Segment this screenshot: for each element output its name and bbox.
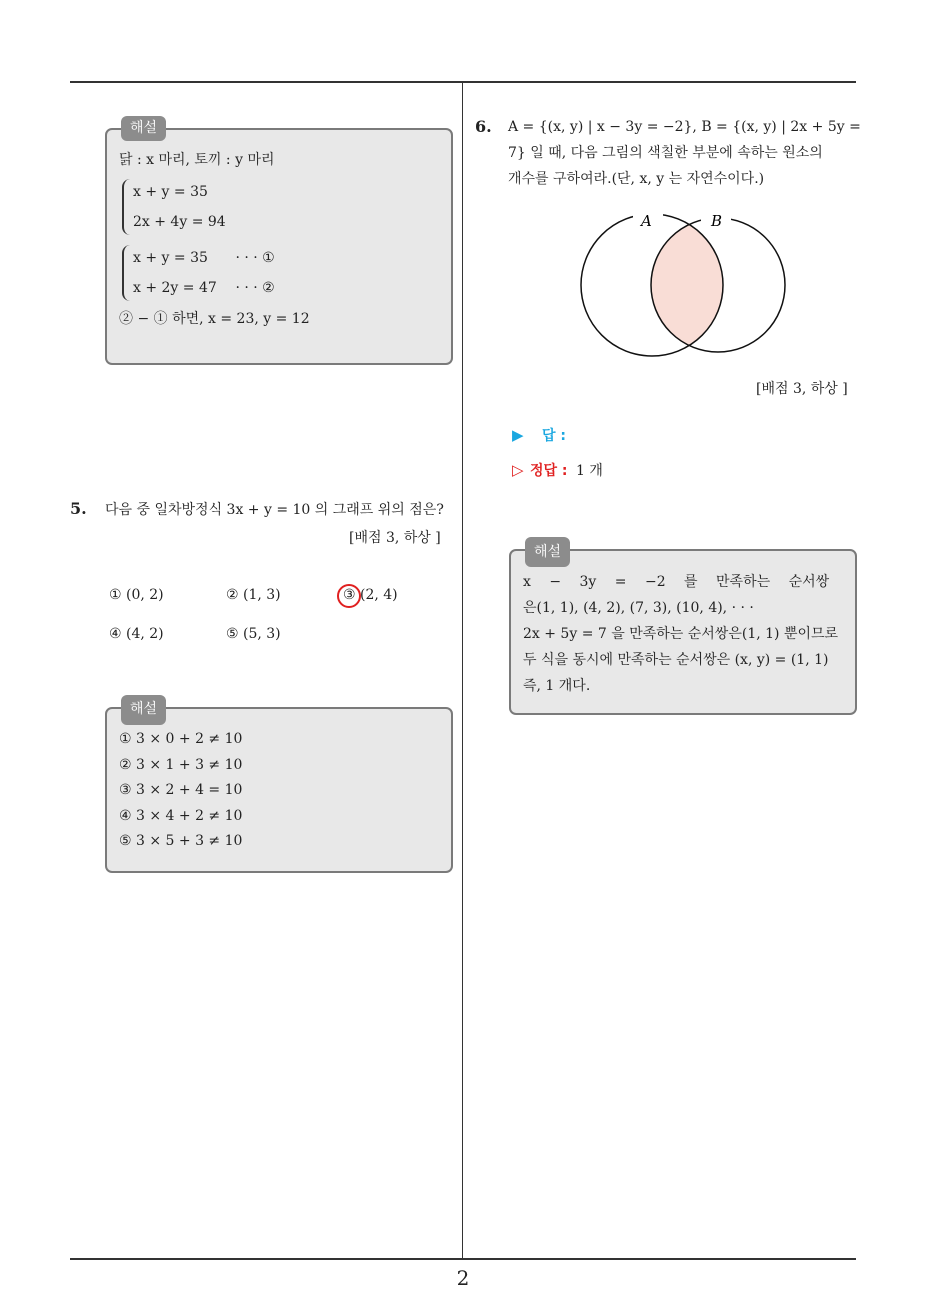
equation: x + y = 35 (133, 184, 208, 200)
correct-label: 정답 : (530, 463, 568, 479)
page-number: 2 (456, 1266, 470, 1290)
solution-box-2 (105, 701, 453, 873)
question-meta-6: [배점 3, 하상 ] (756, 381, 848, 397)
equation-mark: · · · ② (235, 280, 275, 296)
solution-box-3 (509, 544, 857, 715)
correct-answer-row (512, 460, 603, 480)
correct-value: 1 개 (575, 463, 603, 479)
solution-line: 은(1, 1), (4, 2), (7, 3), (10, 4), · · · (523, 600, 754, 616)
solution-line: ③ 3 × 2 + 4 = 10 (119, 782, 243, 798)
brace-icon (122, 179, 131, 235)
choice-4[interactable]: ④ (4, 2) (109, 626, 164, 642)
venn-label-a: A (641, 212, 652, 230)
solution-line: 닭 : x 마리, 토끼 : y 마리 (119, 152, 275, 168)
choice-5[interactable]: ⑤ (5, 3) (226, 626, 281, 642)
question-meta-5: [배점 3, 하상 ] (349, 530, 441, 546)
brace-icon (122, 245, 131, 301)
answer-row (512, 425, 566, 445)
solution-box-1 (105, 120, 453, 365)
solution-line: 두 식을 동시에 만족하는 순서쌍은 (x, y) = (1, 1) (523, 652, 829, 668)
equation: x + 2y = 47 (133, 280, 217, 296)
play-icon: ▶ (512, 426, 524, 444)
solution-tag: 해설 (121, 116, 166, 141)
choice-1[interactable]: ① (0, 2) (109, 587, 164, 603)
equation-row (133, 243, 439, 273)
solution-result: ② − ① 하면, x = 23, y = 12 (119, 311, 310, 327)
question-text-5: 다음 중 일차방정식 3x + y = 10 의 그래프 위의 점은? (105, 502, 444, 518)
triangle-outline-icon: ▷ (512, 461, 524, 479)
question-number-5: 5. (70, 499, 87, 518)
solution-line: 즉, 1 개다. (523, 678, 591, 694)
equation-system-2 (119, 243, 439, 303)
venn-label-b: B (711, 212, 723, 230)
solution-line: 2x + 5y = 7 을 만족하는 순서쌍은(1, 1) 뿐이므로 (523, 626, 839, 642)
solution-line: x − 3y = −2 를 만족하는 순서쌍 (523, 574, 830, 590)
choice-2[interactable]: ② (1, 3) (226, 587, 281, 603)
solution-tag: 해설 (121, 695, 166, 725)
solution-tag: 해설 (525, 537, 570, 567)
equation: x + y = 35 (133, 250, 208, 266)
column-divider (462, 82, 463, 1258)
solution-line: ① 3 × 0 + 2 ≠ 10 (119, 731, 243, 747)
bottom-rule (70, 1258, 856, 1260)
equation-system-1 (119, 177, 439, 237)
solution-line: ② 3 × 1 + 3 ≠ 10 (119, 756, 243, 773)
answer-label: 답 : (542, 428, 566, 444)
solution-line: ⑤ 3 × 5 + 3 ≠ 10 (119, 833, 243, 849)
equation: 2x + 4y = 94 (133, 214, 226, 230)
top-rule (70, 81, 856, 83)
question-line: 개수를 구하여라.(단, x, y 는 자연수이다.) (508, 171, 765, 187)
venn-diagram (570, 205, 800, 365)
choice-3[interactable]: ③ (2, 4) (343, 587, 398, 603)
question-line: 7} 일 때, 다음 그림의 색칠한 부분에 속하는 원소의 (508, 145, 823, 161)
solution-line: ④ 3 × 4 + 2 ≠ 10 (119, 807, 243, 824)
equation-mark: · · · ① (235, 250, 275, 266)
question-number-6: 6. (475, 117, 492, 136)
answer-circle-icon (337, 584, 361, 608)
question-line: A = {(x, y) | x − 3y = −2}, B = {(x, y) | 2x + 5y = (508, 119, 861, 135)
equation-row (133, 273, 439, 303)
question-text-6 (508, 114, 861, 192)
